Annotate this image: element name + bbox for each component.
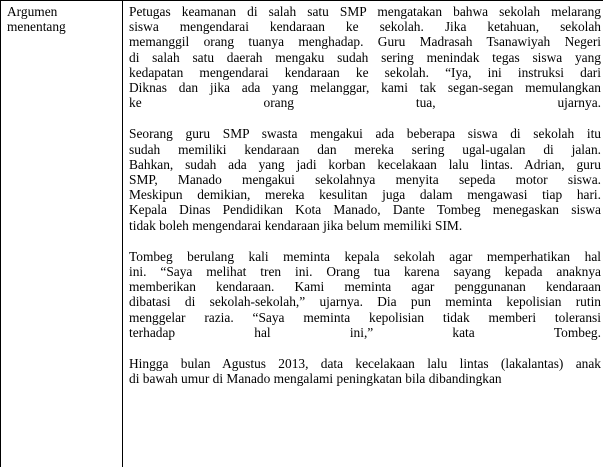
text-line: memanggil orang tuanya menghadap. Guru Madrasah Tsanawiyah Negeri <box>129 34 601 50</box>
text-line: SMP, Manado mengakui sekolahnya menyita sepeda motor siswa. <box>129 172 601 188</box>
spread-line <box>129 325 601 340</box>
text-line: Seorang guru SMP swasta mengakui ada beberapa siswa di sekolah itu <box>129 126 601 142</box>
argument-body-cell <box>123 1 603 467</box>
text-line: siswa mengendarai kendaraan ke sekolah. Jika ketahuan, sekolah <box>129 19 601 35</box>
paragraph-1 <box>129 4 601 110</box>
text-line: di salah satu daerah mengaku sudah sering menindak tegas siswa yang <box>129 49 601 65</box>
text-line: Tombeg berulang kali meminta kepala sekolah agar memperhatikan hal <box>129 248 601 264</box>
text-line: Bahkan, sudah ada yang jadi korban kecelakaan lalu lintas. Adrian, guru <box>129 156 601 172</box>
text-line: Diknas dan jika ada yang melanggar, kami tak segan-segan memulangkan <box>129 80 601 96</box>
paragraph-3 <box>129 249 601 340</box>
paragraph-container <box>129 4 601 386</box>
text-line: Hingga bulan Agustus 2013, data kecelakaan lalu lintas (lakalantas) anak <box>129 356 601 372</box>
spread-word: orang <box>263 95 295 111</box>
table-row <box>1 1 603 467</box>
spread-word: Tombeg. <box>553 324 601 340</box>
label-cell <box>1 1 123 467</box>
text-line: memberikan kendaraan. Kami meminta agar penggunanan kendaraan <box>129 279 601 295</box>
spread-word: ini,” <box>349 324 374 340</box>
spread-word: ujarnya. <box>557 95 601 111</box>
text-line: Meskipun demikian, mereka kesulitan juga dalam mengawasi tiap hari. <box>129 187 601 203</box>
spread-line <box>129 95 601 110</box>
text-line: kedapatan mengendarai kendaraan ke sekolah. “Iya, ini instruksi dari <box>129 64 601 80</box>
text-line: Petugas keamanan di salah satu SMP mengatakan bahwa sekolah melarang <box>129 4 601 19</box>
paragraph-2 <box>129 126 601 232</box>
text-line: menggelar razia. “Saya meminta kepolisian tidak memberi toleransi <box>129 309 601 325</box>
paragraph-4 <box>129 356 601 386</box>
text-line: dibatasi di sekolah-sekolah,” ujarnya. Dia pun meminta kepolisian rutin <box>129 294 601 310</box>
spread-word: hal <box>254 324 271 340</box>
spread-word: kata <box>452 324 475 340</box>
text-line: sudah memiliki kendaraan dan mereka sering ugal-ugalan di jalan. <box>129 141 601 157</box>
text-line: ini. “Saya melihat tren ini. Orang tua karena sayang kepada anaknya <box>129 264 601 280</box>
text-line: Kepala Dinas Pendidikan Kota Manado, Dante Tombeg menegaskan siswa <box>129 202 601 218</box>
spread-word: terhadap <box>129 324 176 340</box>
spread-word: ke <box>129 95 142 111</box>
spread-word: tua, <box>415 95 436 111</box>
label-line-1: Argumen <box>7 4 58 19</box>
label-line-2: menentang <box>7 19 66 34</box>
text-line: tidak boleh mengendarai kendaraan jika belum memiliki SIM. <box>129 217 463 233</box>
text-line: di bawah umur di Manado mengalami peningkatan bila dibandingkan <box>129 371 502 387</box>
